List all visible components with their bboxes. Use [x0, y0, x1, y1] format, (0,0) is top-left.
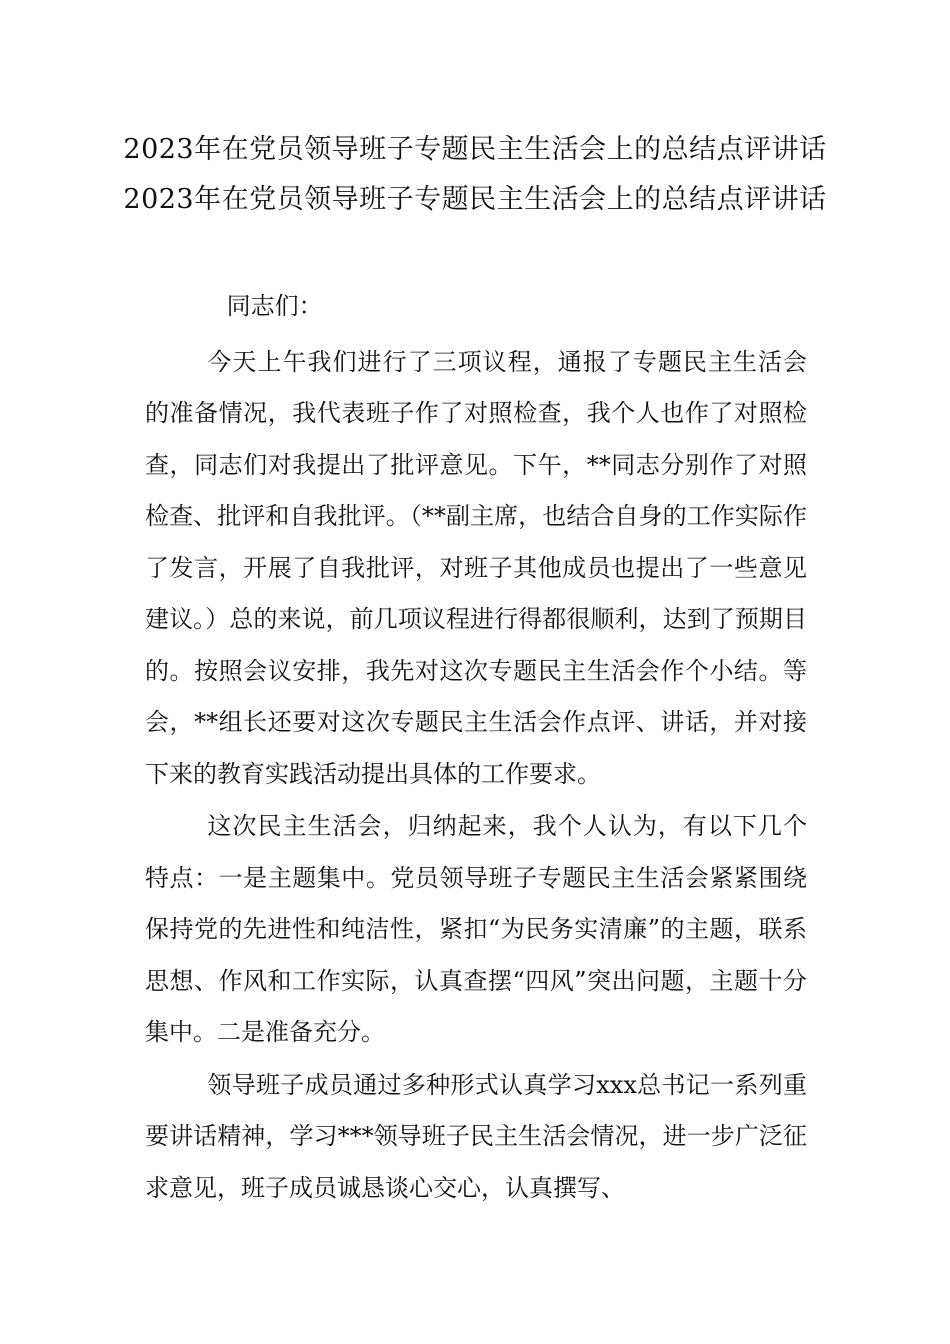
document-body: [145, 281, 807, 1214]
paragraph-2: 这次民主生活会，归纳起来，我个人认为，有以下几个特点：一是主题集中。党员领导班子专题民主生活会紧紧围绕保持党的先进性和纯洁性，紧扣“为民务实清廉”的主题，联系思想、作风和工作实际，认真查摆“四风”突出问题，主题十分集中。二是准备充分。: [145, 812, 807, 1046]
document-title: 2023年在党员领导班子专题民主生活会上的总结点评讲话: [123, 134, 827, 165]
greeting: 同志们：: [226, 292, 323, 320]
paragraph-3: 领导班子成员通过多种形式认真学习xxx总书记一系列重要讲话精神，学习***领导班子民主生活会情况，进一步广泛征求意见，班子成员诚恳谈心交心，认真撰写、: [145, 1070, 807, 1202]
paragraph-1: 今天上午我们进行了三项议程，通报了专题民主生活会的准备情况，我代表班子作了对照检查，我个人也作了对照检查，同志们对我提出了批评意见。下午，**同志分别作了对照检查、批评和自我批评。（**副主席，也结合自身的工作实际作了发言，开展了自我批评，对班子其他成员也提出了一些意见建议。）总的来说，前几项议程进行得都很顺利，达到了预期目的。按照会议安排，我先对这次专题民主生活会作个小结。等会，**组长还要对这次专题民主生活会作点评、讲话，并对接下来的教育实践活动提出具体的工作要求。: [145, 347, 807, 788]
document-title-repeat: 2023年在党员领导班子专题民主生活会上的总结点评讲话: [123, 184, 827, 215]
